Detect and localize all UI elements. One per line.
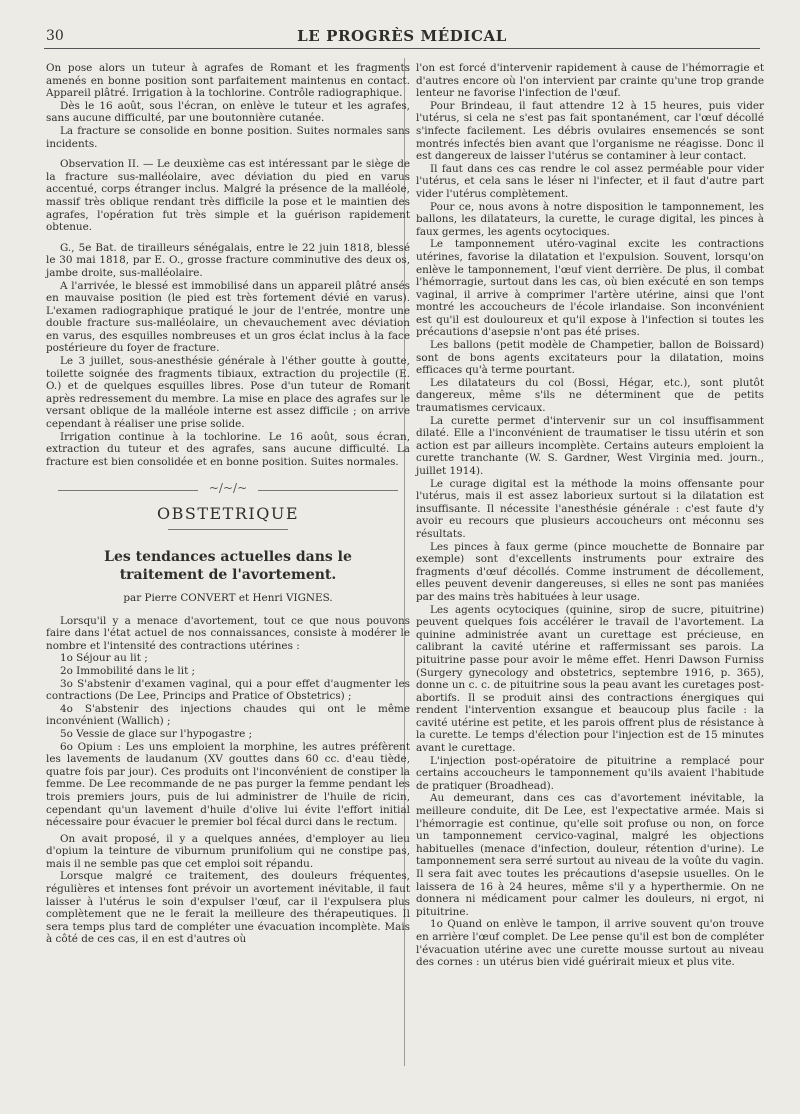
- paragraph: Observation II. — Le deuxième cas est intéressant par le siège de la fracture sus-malléolaire, avec déviation du pied en varus accentué, corps étranger inclus. Malgré la présence de la malléole, massif très oblique rendant très difficile la pose et le maintien des agrafes, l'opération fut très simple et la guérison rapidement obtenue.: [46, 158, 410, 234]
- article-authors: par Pierre CONVERT et Henri VIGNES.: [123, 592, 333, 604]
- paragraph: Le curage digital est la méthode la moins offensante pour l'utérus, mais il est assez laborieux surtout si la dilatation est insuffisante. Il nécessite l'anesthésie générale : c'est faute d'y avoir eu recours que plusieurs accoucheurs ont méconnu ses résultats.: [416, 477, 764, 540]
- list-item: 3o S'abstenir d'examen vaginal, qui a pour effet d'augmenter les contractions (De Lee, Princips and Pratice of Obstetrics) ;: [46, 677, 410, 703]
- paragraph: Les pinces à faux germe (pince mouchette de Bonnaire par exemple) sont d'excellents instruments pour extraire des fragments d'œuf décollés. Comme instrument de décollement, elles peuvent devenir dangereuses, si elles ne sont pas maniées par des mains très habituées à leur usage.: [416, 540, 764, 603]
- paragraph: Dès le 16 août, sous l'écran, on enlève le tuteur et les agrafes, sans aucune difficulté, par une boutonnière cutanée.: [46, 99, 410, 125]
- article-title: Les tendances actuelles dans le traitement de l'avortement.: [104, 549, 352, 583]
- paragraph: Au demeurant, dans ces cas d'avortement inévitable, la meilleure conduite, dit De Lee, est l'expectative armée. Mais si l'hémorragie est continue, qu'elle soit profuse ou non, on force un tamponnement cervico-vaginal, malgré les objections habituelles (menace d'infection, douleur, rétention d'urine). Le tamponnement sera serré surtout au niveau de la voûte du vagin. Il sera fait avec toutes les précautions d'asepsie usuelles. On le laissera de 16 à 24 heures, même s'il y a hyperthermie. On ne donnera ni médicament pour calmer les douleurs, ni ergot, ni pituitrine.: [416, 792, 764, 918]
- paragraph: Les ballons (petit modèle de Champetier, ballon de Boissard) sont de bons agents excitateurs pour la dilatation, moins efficaces qu'à terme pourtant.: [416, 339, 764, 377]
- paragraph: l'on est forcé d'intervenir rapidement à cause de l'hémorragie et d'autres encore où l'on intervient par crainte qu'une trop grande lenteur ne favorise l'infection de l'œuf.: [416, 62, 764, 100]
- paragraph: Le 3 juillet, sous-anesthésie générale à l'éther goutte à goutte, toilette soignée des fragments tibiaux, extraction du projectile (E. O.) et de quelques esquilles libres. Pose d'un tuteur de Romant après redressement du membre. La mise en place des agrafes sur le versant oblique de la malléole interne est assez difficile ; on arrive cependant à réaliser une prise solide.: [46, 355, 410, 431]
- section-rule: [168, 529, 288, 530]
- paragraph: G., 5e Bat. de tirailleurs sénégalais, entre le 22 juin 1818, blessé le 30 mai 1818, par E. O., grosse fracture comminutive des deux os, jambe droite, sus-malléolaire.: [46, 241, 410, 279]
- paragraph: 1o Quand on enlève le tampon, il arrive souvent qu'on trouve en arrière l'œuf complet. De Lee pense qu'il est bon de compléter l'évacuation utérine avec une curette mousse surtout au niveau des cornes : un utérus bien vidé guérirait mieux et plus vite.: [416, 918, 764, 969]
- paragraph: La curette permet d'intervenir sur un col insuffisamment dilaté. Elle a l'inconvénient de traumatiser le tissu utérin et son action est par ailleurs incomplète. Certains auteurs emploient la curette tranchante (W. S. Gardner, West Virginia med. journ., juillet 1914).: [416, 414, 764, 477]
- journal-title: LE PROGRÈS MÉDICAL: [297, 27, 507, 45]
- paragraph: On pose alors un tuteur à agrafes de Romant et les fragments amenés en bonne position sont parfaitement maintenus en contact. Appareil plâtré. Irrigation à la tochlorine. Contrôle radiographique.: [46, 62, 410, 100]
- paragraph: L'injection post-opératoire de pituitrine a remplacé pour certains accoucheurs le tamponnement qu'ils avaient l'habitude de pratiquer (Broadhead).: [416, 754, 764, 792]
- paragraph: Les agents ocytociques (quinine, sirop de sucre, pituitrine) peuvent quelques fois accélérer le travail de l'avortement. La quinine administrée avant un curettage est précieuse, en calibrant la cavité utérine et raffermissant ses parois. La pituitrine passe pour avoir le même effet. Henri Dawson Furniss (Surgery gynecology and obstetrics, septembre 1916, p. 365), donne un c. c. de pituitrine sous la peau avant les curetages post-abortifs. Il se produit ainsi des contractions énergiques qui rendent l'intervention exsangue et beaucoup plus facile : la cavité utérine est petite, et les parois offrent plus de résistance à la curette. Le temps d'élection pour l'injection est de 15 minutes avant le curettage.: [416, 603, 764, 755]
- page-number: 30: [46, 28, 64, 44]
- left-column: [46, 62, 410, 946]
- paragraph: Le tamponnement utéro-vaginal excite les contractions utérines, favorise la dilatation et l'expulsion. Souvent, lorsqu'on enlève le tamponnement, l'œuf vient derrière. De plus, il combat l'hémorragie, surtout dans les cas, où bien exécuté en son temps vaginal, il arrive à comprimer l'artère utérine, ainsi que l'ont montré les accoucheurs de l'école irlandaise. Son inconvénient est qu'il est douloureux et qu'il expose à l'infection si toutes les précautions d'asepsie n'ont pas été prises.: [416, 238, 764, 339]
- paragraph: Pour Brindeau, il faut attendre 12 à 15 heures, puis vider l'utérus, si cela ne s'est pas fait spontanément, car l'œuf décollé s'infecte facilement. Les débris ovulaires ensemencés se sont montrés infectés bien avant que l'organisme ne réagisse. Donc il est dangereux de laisser l'utérus se contaminer à leur contact.: [416, 99, 764, 163]
- section-separator: ~/~/~: [46, 482, 410, 498]
- right-column: [416, 62, 764, 969]
- paragraph: Les dilatateurs du col (Bossi, Hégar, etc.), sont plutôt dangereux, même s'ils ne déterminent que de petits traumatismes cervicaux.: [416, 376, 764, 415]
- paragraph: A l'arrivée, le blessé est immobilisé dans un appareil plâtré ansés en mauvaise position (le pied est très fortement dévié en varus). L'examen radiographique pratiqué le jour de l'entrée, montre une double fracture sus-malléolaire, un chevauchement avec déviation en varus, des esquilles nombreuses et un gros éclat inclus à la face postérieure du foyer de fracture.: [46, 279, 410, 355]
- list-item: 1o Séjour au lit ;: [60, 652, 148, 665]
- list-item: 6o Opium : Les uns emploient la morphine, les autres préfèrent les lavements de laudanum (XV gouttes dans 60 cc. d'eau tiède, quatre fois par jour). Ces produits ont l'inconvénient de constiper la femme. De Lee recommande de ne pas purger la femme pendant les trois premiers jours, puis de lui administrer de l'huile de ricin, cependant qu'un lavement d'huile d'olive lui évite l'effort initial nécessaire pour évacuer le premier bol fécal durci dans le rectum.: [46, 740, 410, 829]
- list-item: 4o S'abstenir des injections chaudes qui ont le même inconvénient (Wallich) ;: [46, 702, 410, 728]
- intro-paragraph: Lorsqu'il y a menace d'avortement, tout ce que nous pouvons faire dans l'état actuel de nos connaissances, consiste à modérer le nombre et l'intensité des contractions utérines :: [46, 614, 410, 652]
- paragraph: La fracture se consolide en bonne position. Suites normales sans incidents.: [46, 124, 410, 150]
- section-heading: OBSTETRIQUE: [156, 504, 299, 524]
- paragraph: Irrigation continue à la tochlorine. Le 16 août, sous écran, extraction du tuteur et des agrafes, sans aucune difficulté. La fracture est bien consolidée et en bonne position. Suites normales.: [46, 430, 410, 468]
- paragraph: Pour ce, nous avons à notre disposition le tamponnement, les ballons, les dilatateurs, la curette, le curage digital, les pinces à faux germes, les agents ocytociques.: [416, 200, 764, 238]
- paragraph: On avait proposé, il y a quelques années, d'employer au lieu d'opium la teinture de viburnum prunifolium qui ne constipe pas, mais il ne semble pas que cet emploi soit répandu.: [46, 832, 410, 870]
- running-header: [44, 26, 760, 49]
- paragraph: Lorsque malgré ce traitement, des douleurs fréquentes, régulières et intenses font prévoir un avortement inévitable, il faut laisser à l'utérus le soin d'expulser l'œuf, car il l'expulsera plus complètement que ne le ferait la meilleure des thérapeutiques. Il sera temps plus tard de compléter une évacuation incomplète. Mais à côté de ces cas, il en est d'autres où: [46, 870, 410, 946]
- list-item: 2o Immobilité dans le lit ;: [60, 664, 196, 677]
- list-item: 5o Vessie de glace sur l'hypogastre ;: [60, 727, 253, 740]
- paragraph: Il faut dans ces cas rendre le col assez perméable pour vider l'utérus, et cela sans le léser ni l'infecter, et il faut d'autre part vider l'utérus complètement.: [416, 162, 764, 200]
